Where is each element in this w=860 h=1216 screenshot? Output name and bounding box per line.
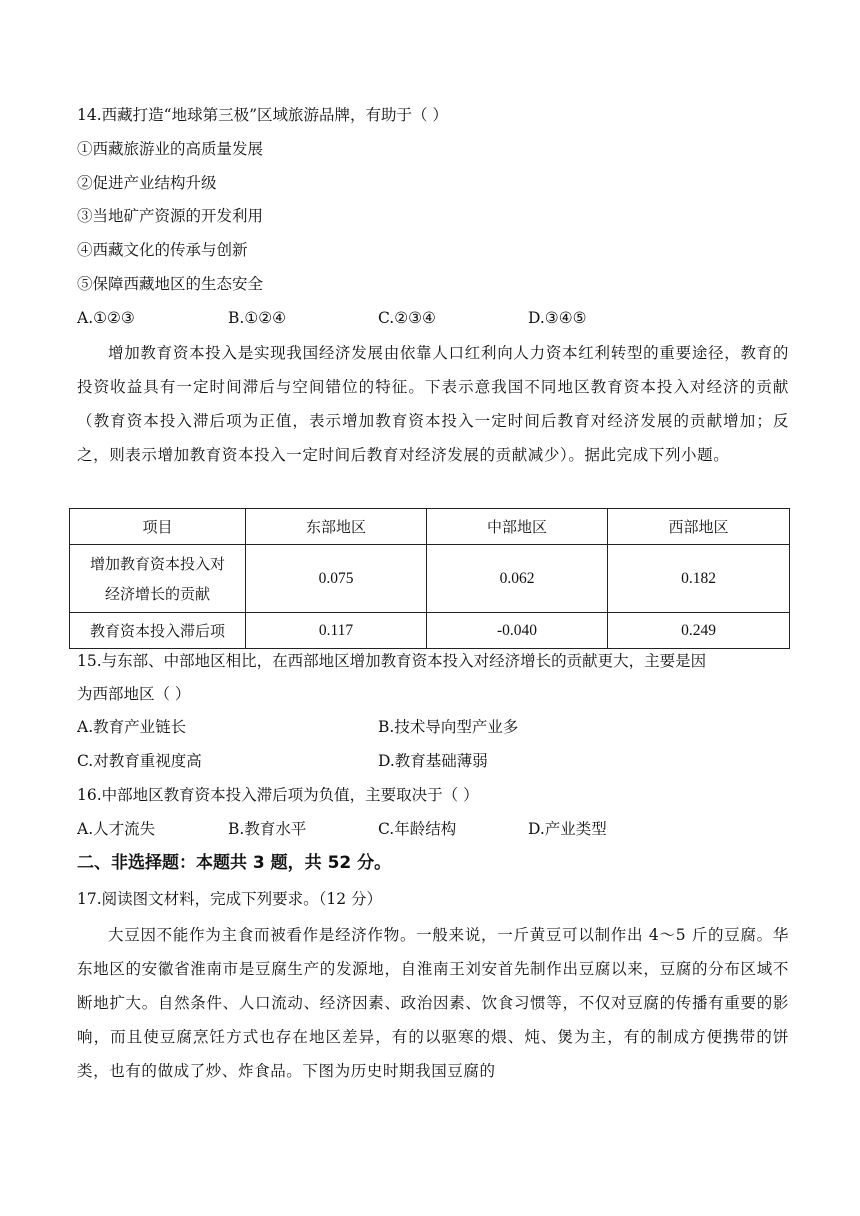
q17-stem: 17.阅读图文材料，完成下列要求。（12 分） [77,890,383,908]
q14-item-5: ⑤保障西藏地区的生态安全 [77,275,264,293]
table-cell-west: 0.249 [608,613,790,649]
table-header-east: 东部地区 [246,509,427,545]
education-contribution-table [69,508,790,649]
q16-option-b: B.教育水平 [228,820,307,838]
q15-stem-line1: 15.与东部、中部地区相比，在西部地区增加教育资本投入对经济增长的贡献更大，主要是因 [77,652,707,670]
q14-item-4: ④西藏文化的传承与创新 [77,241,248,259]
q14-item-2: ②促进产业结构升级 [77,174,217,192]
q14-option-d: D.③④⑤ [528,309,587,327]
q15-option-c: C.对教育重视度高 [77,752,202,770]
table-row [70,613,790,649]
q14-option-a: A.①②③ [77,309,135,327]
table-cell-west: 0.182 [608,545,790,613]
table-row [70,545,790,613]
table-cell-central: 0.062 [427,545,608,613]
section-title: 二、非选择题：本题共 3 题，共 52 分。 [77,853,392,873]
passage-education: 增加教育资本投入是实现我国经济发展由依靠人口红利向人力资本红利转型的重要途径，教育的投资收益具有一定时间滞后与空间错位的特征。下表示意我国不同地区教育资本投入对经济的贡献（教育资本投入滞后项为正值，表示增加教育资本投入一定时间后教育对经济发展的贡献增加；反之，则表示增加教育资本投入一定时间后教育对经济发展的贡献减少）。据此完成下列小题。 [77,344,789,464]
table-cell-east: 0.117 [246,613,427,649]
q16-option-d: D.产业类型 [528,820,607,838]
table-row-label: 教育资本投入滞后项 [70,613,246,649]
q16-option-c: C.年龄结构 [378,820,457,838]
q14-item-3: ③当地矿产资源的开发利用 [77,207,264,225]
table-row-label-line1: 增加教育资本投入对 [89,554,225,573]
table-header-central: 中部地区 [427,509,608,545]
q16-option-a: A.人才流失 [77,820,156,838]
table-row-label-line2: 经济增长的贡献 [104,584,210,603]
table-cell-central: -0.040 [427,613,608,649]
table-header-item: 项目 [70,509,246,545]
q15-stem-line2: 为西部地区（ ） [77,685,191,703]
q14-item-1: ①西藏旅游业的高质量发展 [77,140,264,158]
table-row-label [70,545,246,613]
table-cell-east: 0.075 [246,545,427,613]
q15-option-d: D.教育基础薄弱 [378,752,488,770]
q14-option-c: C.②③④ [378,309,436,327]
q14-option-b: B.①②④ [228,309,287,327]
q15-option-a: A.教育产业链长 [77,718,187,736]
table-header-west: 西部地区 [608,509,790,545]
q14-stem: 14.西藏打造“地球第三极”区域旅游品牌，有助于（ ） [77,106,448,124]
q16-stem: 16.中部地区教育资本投入滞后项为负值，主要取决于（ ） [77,786,479,804]
q17-passage: 大豆因不能作为主食而被看作是经济作物。一般来说，一斤黄豆可以制作出 4～5 斤的豆腐。华东地区的安徽省淮南市是豆腐生产的发源地，自淮南王刘安首先制作出豆腐以来，豆腐的分布区域不断地扩大。自然条件、人口流动、经济因素、政治因素、饮食习惯等，不仅对豆腐的传播有重要的影响，而且使豆腐烹饪方式也存在地区差异，有的以驱寒的煨、炖、煲为主，有的制成方便携带的饼类，也有的做成了炒、炸食品。下图为历史时期我国豆腐的 [77,926,789,1080]
table-header-row [70,509,790,545]
q15-option-b: B.技术导向型产业多 [378,718,519,736]
